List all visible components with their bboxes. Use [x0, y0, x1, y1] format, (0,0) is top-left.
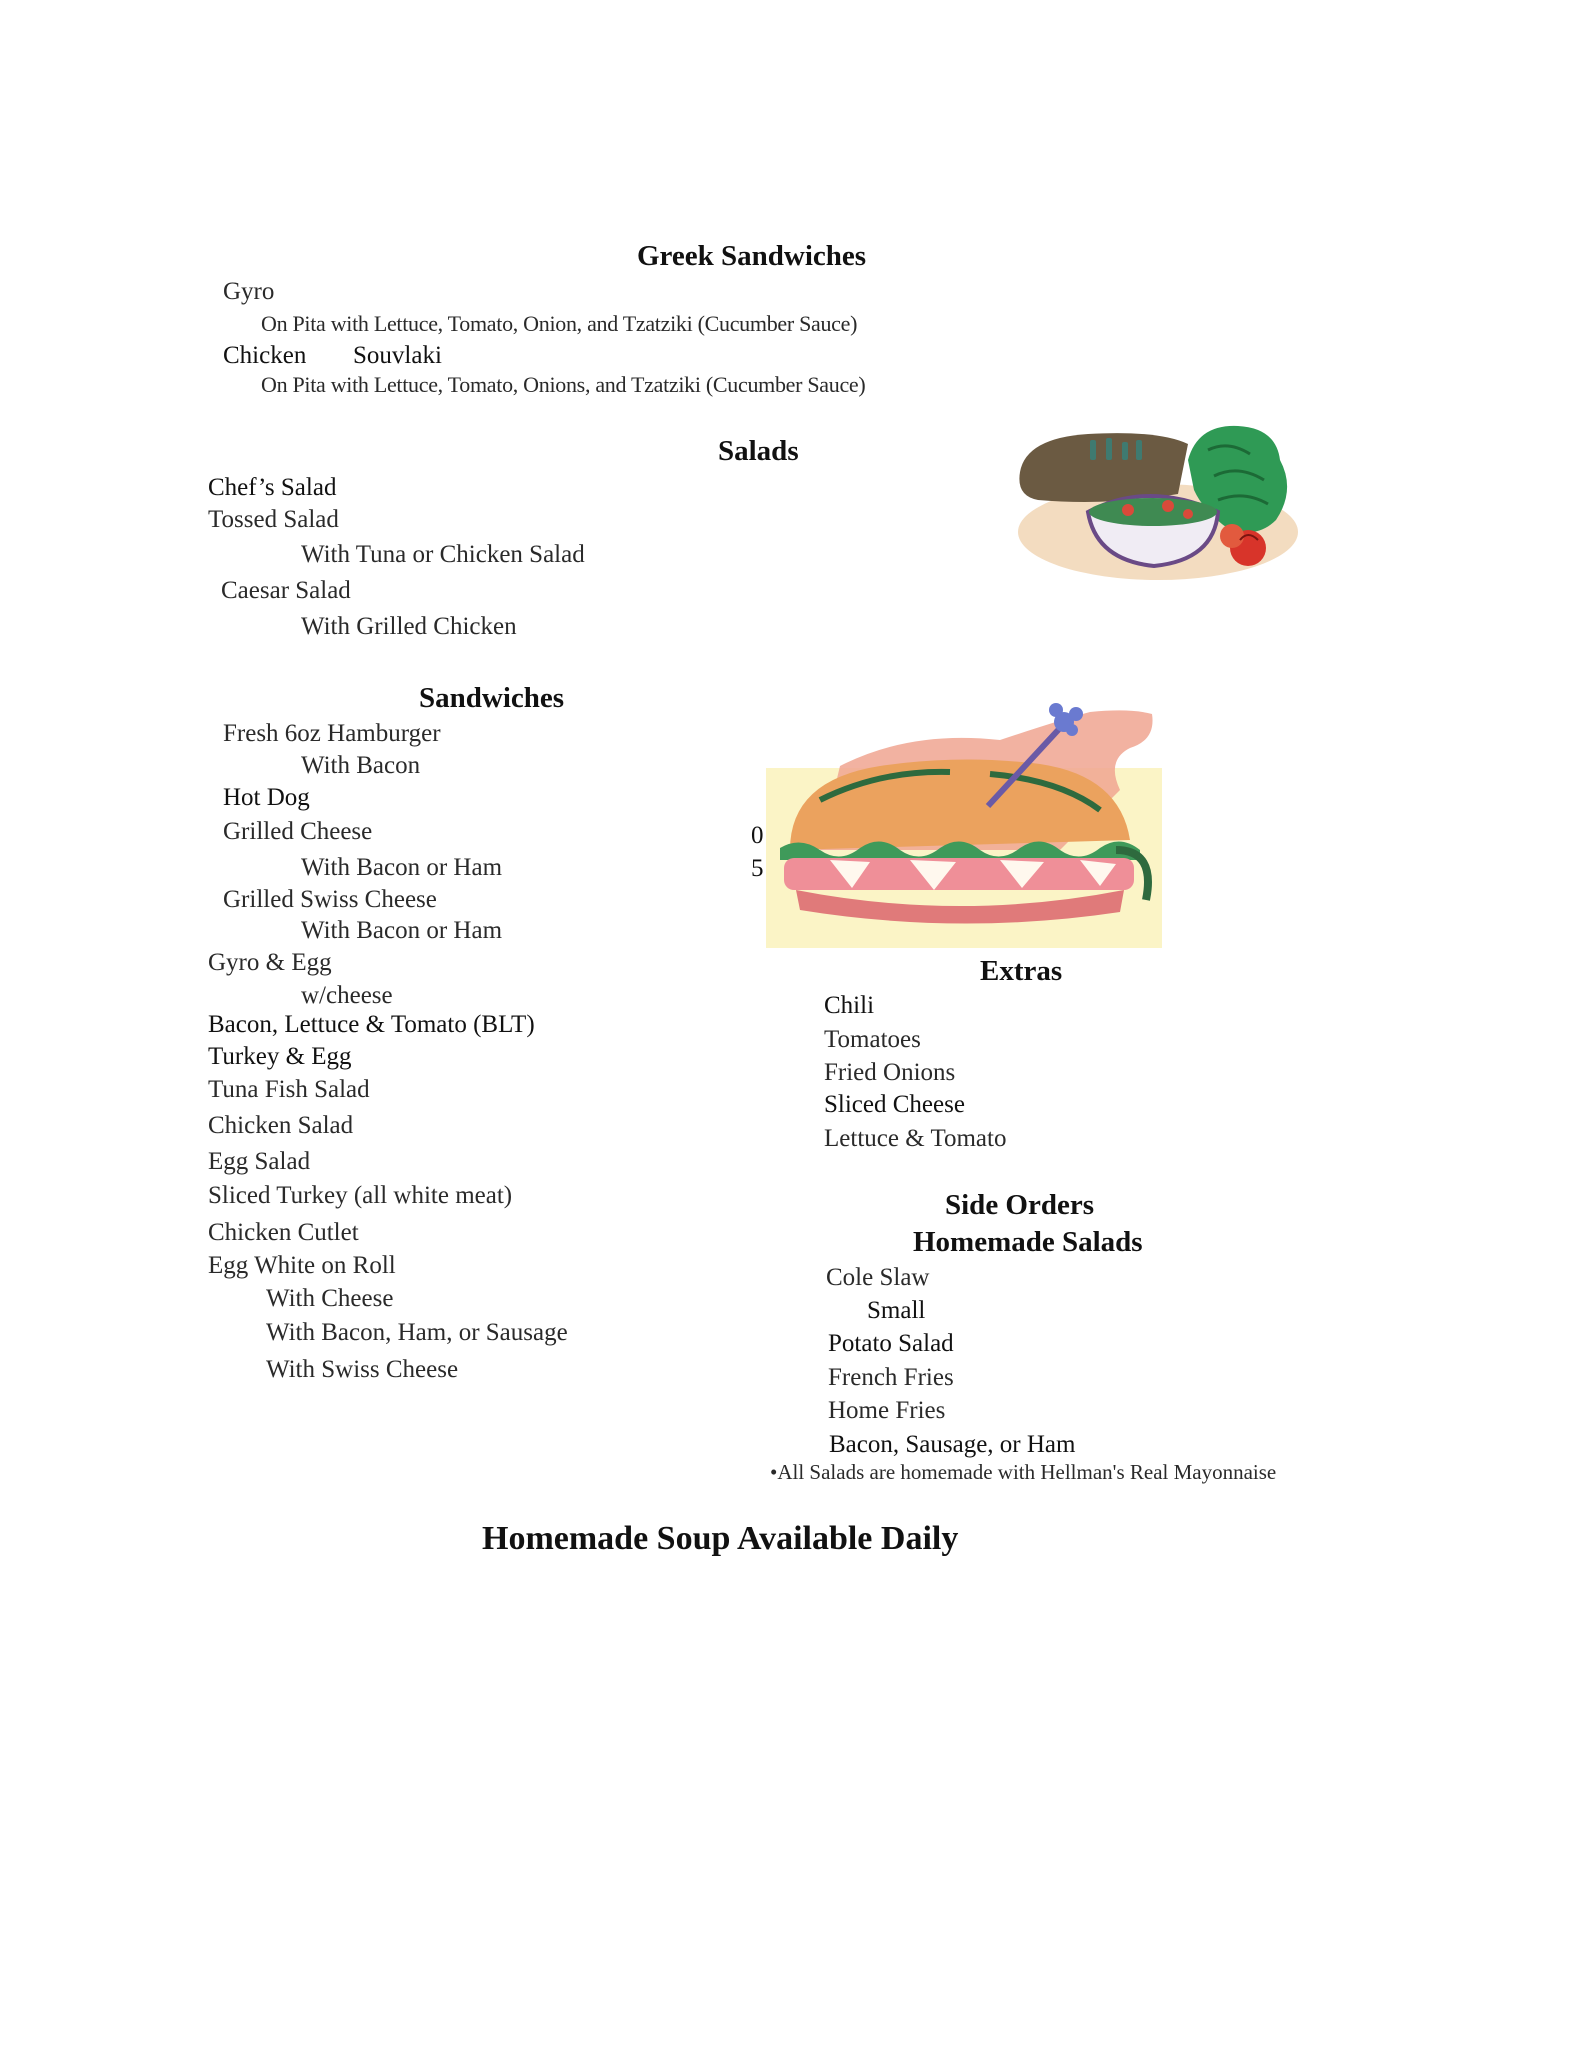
- stray-mark-0: 0: [751, 822, 764, 849]
- salad-bowl-icon: [1018, 420, 1300, 582]
- bacon-sausage-ham-item: Bacon, Sausage, or Ham: [829, 1431, 1076, 1458]
- gyro-egg-item: Gyro & Egg: [208, 949, 332, 976]
- souvlaki-description: On Pita with Lettuce, Tomato, Onions, and Tzatziki (Cucumber Sauce): [261, 372, 866, 397]
- extras-heading: Extras: [980, 955, 1063, 987]
- home-fries-item: Home Fries: [828, 1397, 946, 1424]
- gyro-egg-option: w/cheese: [301, 982, 393, 1009]
- mayonnaise-note: •All Salads are homemade with Hellman's Real Mayonnaise: [770, 1460, 1277, 1484]
- potato-salad-item: Potato Salad: [828, 1330, 954, 1357]
- hamburger-item: Fresh 6oz Hamburger: [223, 720, 441, 747]
- blt-item: Bacon, Lettuce & Tomato (BLT): [208, 1011, 535, 1038]
- hamburger-option: With Bacon: [301, 752, 421, 779]
- gyro-description: On Pita with Lettuce, Tomato, Onion, and Tzatziki (Cucumber Sauce): [261, 311, 858, 336]
- tuna-fish-salad-item: Tuna Fish Salad: [208, 1076, 370, 1103]
- french-fries-item: French Fries: [828, 1364, 954, 1391]
- sub-sandwich-icon: [760, 700, 1162, 948]
- egg-white-roll-item: Egg White on Roll: [208, 1252, 396, 1279]
- lettuce-tomato-item: Lettuce & Tomato: [824, 1125, 1007, 1152]
- cole-slaw-item: Cole Slaw: [826, 1264, 930, 1291]
- tomatoes-item: Tomatoes: [824, 1026, 921, 1053]
- caesar-salad-item: Caesar Salad: [221, 577, 351, 604]
- side-orders-heading: Side Orders: [945, 1189, 1095, 1221]
- grilled-swiss-option: With Bacon or Ham: [301, 917, 503, 944]
- chicken-cutlet-item: Chicken Cutlet: [208, 1219, 359, 1246]
- sliced-turkey-item: Sliced Turkey (all white meat): [208, 1182, 513, 1209]
- caesar-salad-option: With Grilled Chicken: [301, 613, 517, 640]
- cole-slaw-small-option: Small: [867, 1297, 926, 1324]
- sandwiches-heading: Sandwiches: [419, 682, 565, 714]
- homemade-soup-footer: Homemade Soup Available Daily: [482, 1520, 959, 1557]
- stray-mark-5: 5: [751, 855, 764, 882]
- hot-dog-item: Hot Dog: [223, 784, 310, 811]
- grilled-cheese-option: With Bacon or Ham: [301, 854, 503, 881]
- chicken-salad-item: Chicken Salad: [208, 1112, 354, 1139]
- tossed-salad-item: Tossed Salad: [208, 506, 339, 533]
- turkey-egg-item: Turkey & Egg: [208, 1043, 352, 1070]
- egg-white-cheese-option: With Cheese: [266, 1285, 394, 1312]
- chicken-item: Chicken: [223, 342, 307, 369]
- chefs-salad-item: Chef’s Salad: [208, 474, 337, 501]
- gyro-item: Gyro: [223, 278, 275, 305]
- salads-heading: Salads: [718, 435, 799, 467]
- fried-onions-item: Fried Onions: [824, 1059, 956, 1086]
- tossed-salad-option: With Tuna or Chicken Salad: [301, 541, 585, 568]
- egg-white-meat-option: With Bacon, Ham, or Sausage: [266, 1319, 568, 1346]
- homemade-salads-heading: Homemade Salads: [913, 1226, 1143, 1258]
- sliced-cheese-item: Sliced Cheese: [824, 1091, 965, 1118]
- souvlaki-item: Souvlaki: [353, 342, 442, 369]
- egg-salad-item: Egg Salad: [208, 1148, 311, 1175]
- egg-white-swiss-option: With Swiss Cheese: [266, 1356, 459, 1383]
- grilled-swiss-item: Grilled Swiss Cheese: [223, 886, 437, 913]
- greek-sandwiches-heading: Greek Sandwiches: [637, 240, 867, 272]
- chili-item: Chili: [824, 992, 875, 1019]
- grilled-cheese-item: Grilled Cheese: [223, 818, 373, 845]
